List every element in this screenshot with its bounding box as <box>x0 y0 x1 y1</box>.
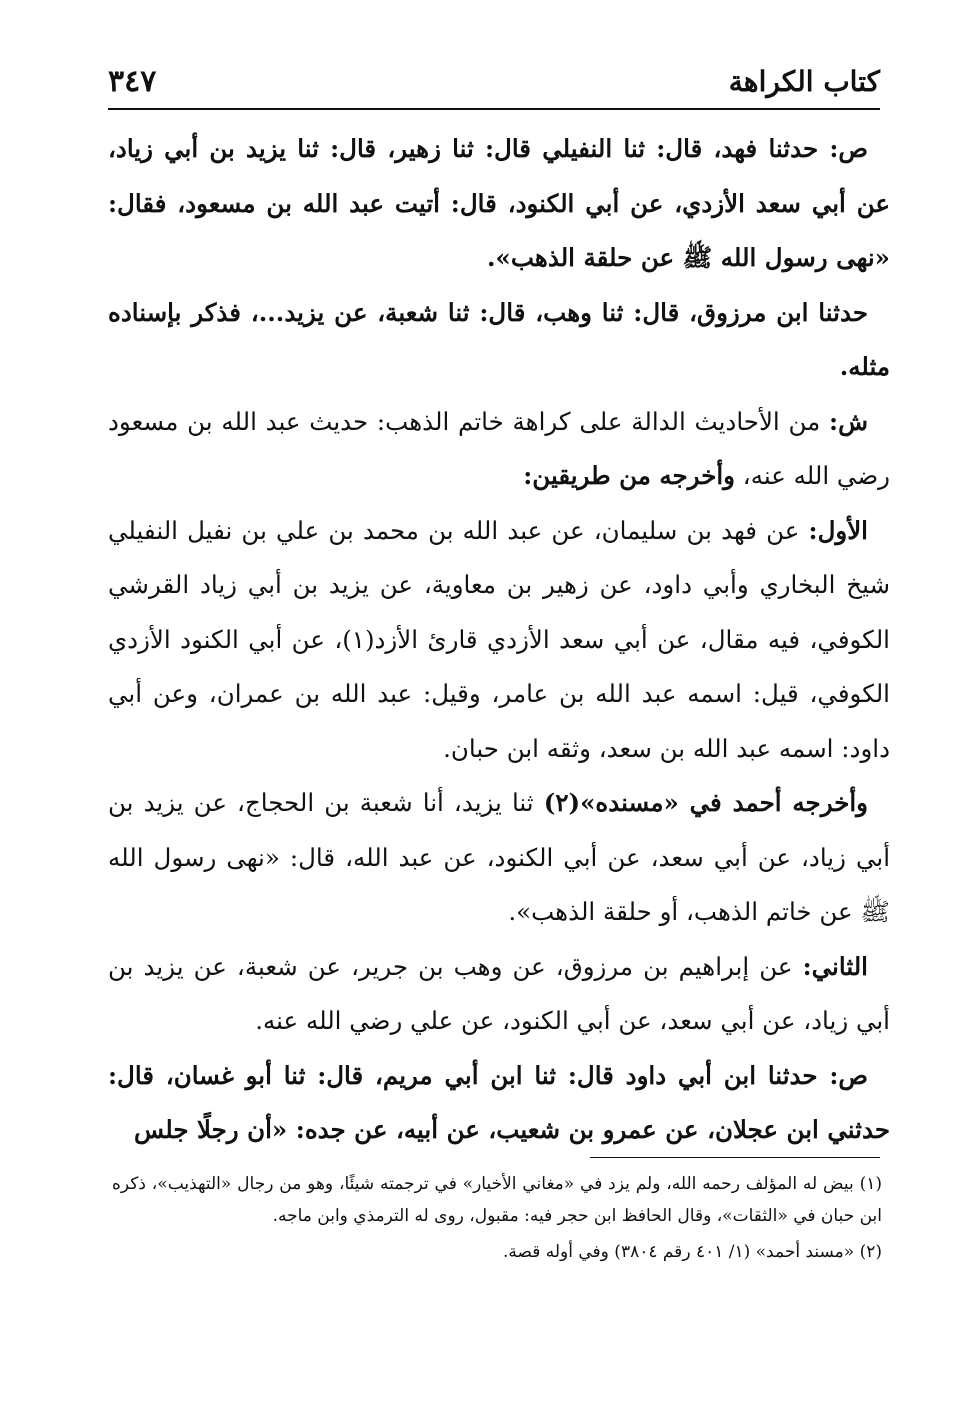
paragraph-marker: ص: <box>829 1060 868 1090</box>
paragraph-text: حدثنا فهد، قال: ثنا النفيلي قال: ثنا زهير، قال: ثنا يزيد بن أبي زياد، عن أبي سعد الأزدي، عن أبي الكنود، قال: أتيت عبد الله بن مسعود، فقال: «نهى رسول الله ﷺ عن حلقة الذهب». <box>108 134 890 272</box>
paragraph-bold-tail: وأخرجه من طريقين: <box>523 461 735 490</box>
page-header <box>108 58 880 104</box>
running-title: كتاب الكراهة <box>728 64 880 98</box>
paragraph-text: حدثنا ابن مرزوق، قال: ثنا وهب، قال: ثنا شعبة، عن يزيد...، فذكر بإسناده مثله. <box>108 297 890 381</box>
paragraph-marker: ص: <box>829 134 869 163</box>
paragraph-hadith-2 <box>108 1049 890 1158</box>
main-text <box>108 122 890 1158</box>
paragraph-text: ثنا يزيد، أنا شعبة بن الحجاج، عن يزيد بن أبي زياد، عن أبي سعد، عن أبي الكنود، عن عبد الله، قال: «نهى رسول الله ﷺ عن خاتم الذهب، أو حلقة الذهب». <box>108 788 890 926</box>
footnote-1: (١) بيض له المؤلف رحمه الله، ولم يزد في «مغاني الأخيار» في ترجمته شيئًا، وهو من رجال «التهذيب»، ذكره ابن حبان في «الثقات»، وقال الحافظ ابن حجر فيه: مقبول، روى له الترمذي وابن ماجه. <box>112 1174 882 1226</box>
paragraph-hadith-1-chain <box>108 286 890 395</box>
paragraph-commentary <box>108 395 890 504</box>
paragraph-marker: الأول: <box>808 515 868 545</box>
paragraph-marker: الثاني: <box>802 951 868 981</box>
page-number: ٣٤٧ <box>108 63 157 99</box>
footnote-rule <box>590 1157 880 1158</box>
paragraph-text: حدثنا ابن أبي داود قال: ثنا ابن أبي مريم، قال: ثنا أبو غسان، قال: حدثني ابن عجلان، عن عمرو بن شعيب، عن أبيه، عن جده: «أن رجلًا جلس <box>108 1060 890 1144</box>
paragraph-text: من الأحاديث الدالة على كراهة خاتم الذهب: حديث عبد الله بن مسعود رضي الله عنه، <box>108 406 890 490</box>
paragraph-text: عن فهد بن سليمان، عن عبد الله بن محمد بن علي بن نفيل النفيلي شيخ البخاري وأبي داود، عن زهير بن معاوية، عن يزيد بن أبي زياد القرشي الكوفي، فيه مقال، عن أبي سعد الأزدي قارئ الأزد(١)، عن أبي الكنود الأزدي الكوفي، قيل: اسمه عبد الله بن عامر، وقيل: عبد الله بن عمران، وعن أبي داود: اسمه عبد الله بن سعد، وثقه ابن حبان. <box>108 515 890 763</box>
paragraph-text: عن إبراهيم بن مرزوق، عن وهب بن جرير، عن شعبة، عن يزيد بن أبي زياد، عن أبي سعد، عن أبي الكنود، عن علي رضي الله عنه. <box>108 951 890 1035</box>
footnote-2: (٢) «مسند أحمد» (١/ ٤٠١ رقم ٣٨٠٤) وفي أوله قصة. <box>502 1242 882 1262</box>
paragraph-ahmad <box>108 776 890 940</box>
paragraph-marker: ش: <box>829 406 868 436</box>
paragraph-marker: وأخرجه أحمد في «مسنده»(٢) <box>543 788 868 817</box>
footnotes <box>112 1168 882 1272</box>
paragraph-second-route <box>108 940 890 1049</box>
paragraph-hadith-1 <box>108 122 890 286</box>
paragraph-first-route <box>108 504 890 777</box>
header-rule <box>108 108 880 110</box>
